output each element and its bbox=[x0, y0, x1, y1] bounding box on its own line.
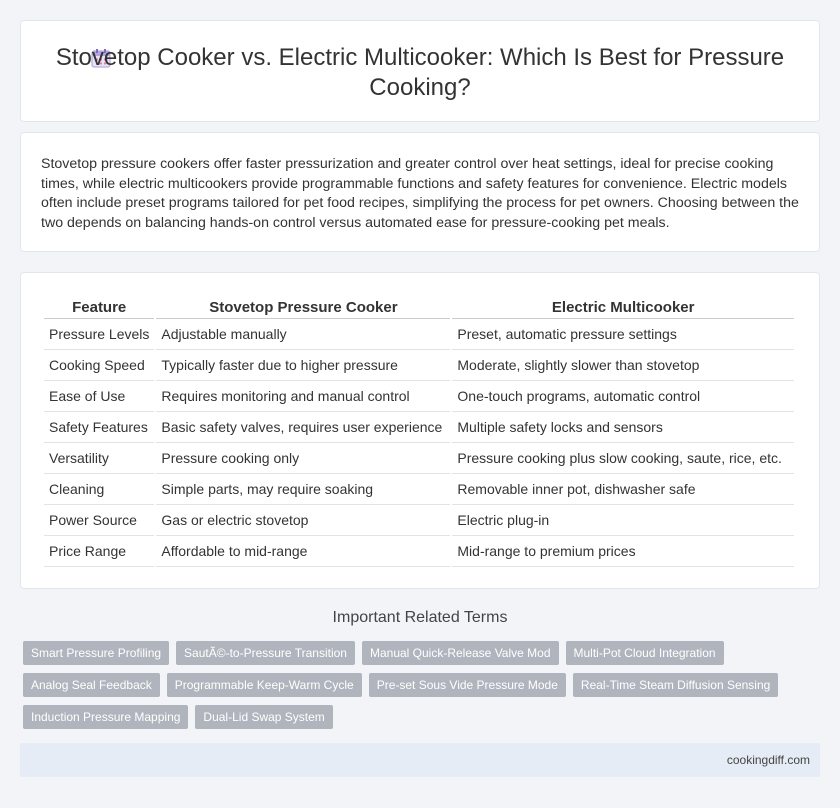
column-header-electric: Electric Multicooker bbox=[452, 295, 794, 319]
feature-cell: Power Source bbox=[44, 505, 154, 536]
feature-cell: Ease of Use bbox=[44, 381, 154, 412]
stovetop-cell: Adjustable manually bbox=[156, 319, 450, 350]
related-term-tag[interactable]: Multi-Pot Cloud Integration bbox=[566, 641, 724, 665]
related-term-tag[interactable]: Induction Pressure Mapping bbox=[23, 705, 188, 729]
column-header-stovetop: Stovetop Pressure Cooker bbox=[156, 295, 450, 319]
stovetop-cell: Pressure cooking only bbox=[156, 443, 450, 474]
table-row bbox=[44, 412, 794, 443]
intro-card bbox=[20, 132, 820, 252]
electric-cell: One-touch programs, automatic control bbox=[452, 381, 794, 412]
column-header-feature: Feature bbox=[44, 295, 154, 319]
table-row bbox=[44, 474, 794, 505]
related-terms-heading: Important Related Terms bbox=[332, 609, 508, 626]
stovetop-cell: Gas or electric stovetop bbox=[156, 505, 450, 536]
footer bbox=[20, 743, 820, 777]
stovetop-cell: Affordable to mid-range bbox=[156, 536, 450, 567]
electric-cell: Removable inner pot, dishwasher safe bbox=[452, 474, 794, 505]
related-term-tag[interactable]: Programmable Keep-Warm Cycle bbox=[167, 673, 362, 697]
stovetop-cell: Requires monitoring and manual control bbox=[156, 381, 450, 412]
feature-cell: Cleaning bbox=[44, 474, 154, 505]
feature-cell: Versatility bbox=[44, 443, 154, 474]
page-title: Stovetop Cooker vs. Electric Multicooker: Which Is Best for Pressure Cooking? bbox=[55, 44, 785, 101]
stovetop-cell: Basic safety valves, requires user experience bbox=[156, 412, 450, 443]
feature-cell: Pressure Levels bbox=[44, 319, 154, 350]
stovetop-cell: Simple parts, may require soaking bbox=[156, 474, 450, 505]
comparison-card bbox=[20, 272, 820, 589]
feature-cell: Safety Features bbox=[44, 412, 154, 443]
table-row bbox=[44, 443, 794, 474]
electric-cell: Electric plug-in bbox=[452, 505, 794, 536]
electric-cell: Multiple safety locks and sensors bbox=[452, 412, 794, 443]
table-header-row bbox=[44, 295, 794, 319]
table-row bbox=[44, 536, 794, 567]
feature-cell: Price Range bbox=[44, 536, 154, 567]
related-term-tag[interactable]: Manual Quick-Release Valve Mod bbox=[362, 641, 559, 665]
comparison-table bbox=[42, 295, 796, 567]
related-terms-list bbox=[23, 641, 803, 737]
table-row bbox=[44, 381, 794, 412]
site-link[interactable]: cookingdiff.com bbox=[726, 753, 810, 767]
related-term-tag[interactable]: Analog Seal Feedback bbox=[23, 673, 160, 697]
related-term-tag[interactable]: Smart Pressure Profiling bbox=[23, 641, 169, 665]
table-row bbox=[44, 505, 794, 536]
electric-cell: Mid-range to premium prices bbox=[452, 536, 794, 567]
stovetop-cell: Typically faster due to higher pressure bbox=[156, 350, 450, 381]
intro-paragraph: Stovetop pressure cookers offer faster pressurization and greater control over heat settings, ideal for precise cooking times, while electric multicookers provide programmable functions and safety features for convenience. Electric models often include preset programs tailored for pet food recipes, simplifying the process for pet owners. Choosing between the two depends on balancing hands-on control versus automated ease for pressure-cooking pet meals. bbox=[41, 156, 799, 231]
title-card bbox=[20, 20, 820, 122]
table-row bbox=[44, 319, 794, 350]
electric-cell: Preset, automatic pressure settings bbox=[452, 319, 794, 350]
feature-cell: Cooking Speed bbox=[44, 350, 154, 381]
table-row bbox=[44, 350, 794, 381]
related-term-tag[interactable]: Dual-Lid Swap System bbox=[195, 705, 332, 729]
related-term-tag[interactable]: Real-Time Steam Diffusion Sensing bbox=[573, 673, 778, 697]
related-term-tag[interactable]: SautÃ©-to-Pressure Transition bbox=[176, 641, 355, 665]
electric-cell: Pressure cooking plus slow cooking, saute, rice, etc. bbox=[452, 443, 794, 474]
electric-cell: Moderate, slightly slower than stovetop bbox=[452, 350, 794, 381]
related-term-tag[interactable]: Pre-set Sous Vide Pressure Mode bbox=[369, 673, 566, 697]
